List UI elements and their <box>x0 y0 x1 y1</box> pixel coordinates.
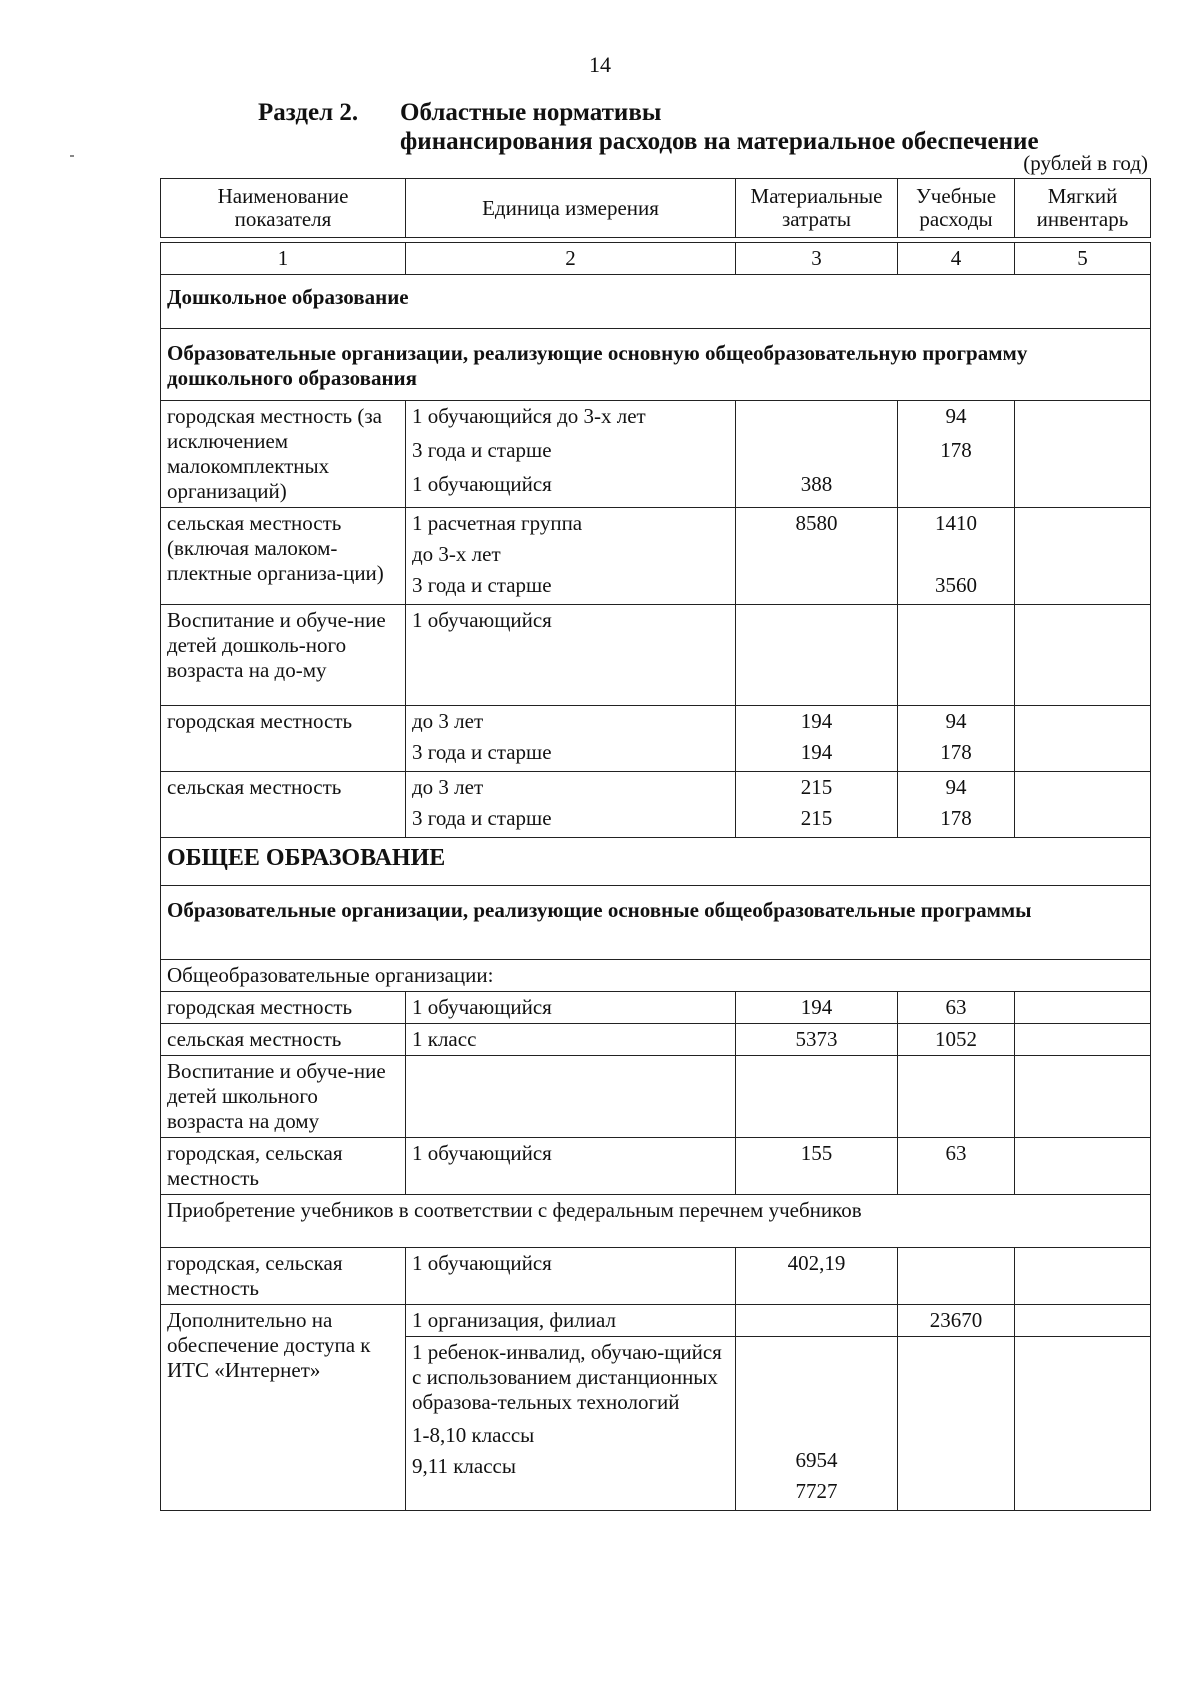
table-row <box>161 1056 1151 1138</box>
row-name: сельская местность <box>161 1024 406 1056</box>
header-name: Наименование показателя <box>161 179 406 238</box>
row-material: 8580 <box>736 508 898 605</box>
row-material <box>736 605 898 706</box>
row-units <box>406 706 736 772</box>
value-line <box>904 472 1008 506</box>
value-line: 178 <box>940 740 972 764</box>
row-edu: 1052 <box>898 1024 1015 1056</box>
row-inventory <box>1015 992 1151 1024</box>
unit-line: 1 обучающийся <box>412 472 552 496</box>
table-row <box>161 1305 1151 1337</box>
general-orgs-label: Общеобразовательные организации: <box>161 960 1151 992</box>
row-name: городская местность (за исключением малокомплектных организаций) <box>161 401 406 508</box>
row-edu <box>898 1337 1015 1511</box>
section-row <box>161 838 1151 886</box>
row-inventory <box>1015 508 1151 605</box>
row-unit: 1 обучающийся <box>406 1248 736 1305</box>
value-line: 94 <box>945 775 967 799</box>
section-row <box>161 275 1151 329</box>
row-inventory <box>1015 1056 1151 1138</box>
row-name: Дополнительно на обеспечение доступа к ИТС «Интернет» <box>161 1305 406 1511</box>
header-row <box>161 179 1151 238</box>
preschool-subtitle: Образовательные организации, реализующие основную общеобразовательную программу дошкольного образования <box>161 329 1151 401</box>
section-label: Раздел 2. <box>258 99 359 126</box>
value-line: 94 <box>945 709 967 733</box>
unit-line: 3 года и старше <box>412 806 552 830</box>
col-number: 2 <box>406 243 736 275</box>
unit-line: 3 года и старше <box>412 573 552 597</box>
row-units <box>406 508 736 605</box>
value-line: 7727 <box>795 1479 838 1503</box>
row-name: сельская местность <box>161 772 406 838</box>
textbooks-label: Приобретение учебников в соответствии с федеральным перечнем учебников <box>161 1195 1151 1248</box>
row-units <box>406 401 736 508</box>
row-name: Воспитание и обуче-ние детей школьного возраста на дому <box>161 1056 406 1138</box>
row-edu <box>898 706 1015 772</box>
row-material: 155 <box>736 1138 898 1195</box>
value-line: 1410 <box>935 511 977 535</box>
table-row <box>161 772 1151 838</box>
row-inventory <box>1015 772 1151 838</box>
section-row <box>161 960 1151 992</box>
row-inventory <box>1015 1305 1151 1337</box>
row-edu <box>898 401 1015 508</box>
norms-table <box>160 178 1151 1511</box>
section-title-line1: Областные нормативы <box>400 99 662 126</box>
row-edu: 23670 <box>898 1305 1015 1337</box>
row-edu <box>898 1056 1015 1138</box>
header-unit: Единица измерения <box>406 179 736 238</box>
value-line: 6954 <box>795 1448 838 1472</box>
row-edu <box>898 1248 1015 1305</box>
general-subtitle: Образовательные организации, реализующие основные общеобразовательные программы <box>161 886 1151 960</box>
row-unit: 1 организация, филиал <box>406 1305 736 1337</box>
row-material: 402,19 <box>736 1248 898 1305</box>
row-name: Воспитание и обуче-ние детей дошколь-ного возраста на до-му <box>161 605 406 706</box>
table-row <box>161 1138 1151 1195</box>
col-number: 5 <box>1015 243 1151 275</box>
row-inventory <box>1015 1248 1151 1305</box>
table-row <box>161 992 1151 1024</box>
table-row <box>161 706 1151 772</box>
unit-line: 1-8,10 классы <box>412 1423 535 1447</box>
col-number: 4 <box>898 243 1015 275</box>
row-inventory <box>1015 1138 1151 1195</box>
row-inventory <box>1015 706 1151 772</box>
table-row <box>161 1024 1151 1056</box>
table-row <box>161 605 1151 706</box>
header-edu: Учебные расходы <box>898 179 1015 238</box>
spacer <box>742 1340 891 1448</box>
row-edu <box>898 605 1015 706</box>
row-unit: 1 обучающийся <box>406 1138 736 1195</box>
row-edu <box>898 772 1015 838</box>
preschool-title: Дошкольное образование <box>161 275 1151 329</box>
section-row <box>161 1195 1151 1248</box>
value-line: 194 <box>800 709 833 733</box>
row-material: 5373 <box>736 1024 898 1056</box>
units-note: (рублей в год) <box>1023 151 1148 175</box>
row-edu: 63 <box>898 992 1015 1024</box>
section-row <box>161 886 1151 960</box>
section-title-line2: финансирования расходов на материальное обеспечение <box>400 128 1039 155</box>
table-row <box>161 401 1151 508</box>
row-units <box>406 772 736 838</box>
scan-mark <box>70 155 74 157</box>
row-name: сельская местность (включая малоком-плектные организа-ции) <box>161 508 406 605</box>
row-name: городская, сельская местность <box>161 1248 406 1305</box>
row-material <box>736 706 898 772</box>
row-unit: 1 обучающийся <box>406 992 736 1024</box>
unit-line: 3 года и старше <box>412 740 552 764</box>
row-unit: 1 обучающийся <box>406 605 736 706</box>
header-inventory: Мягкий инвентарь <box>1015 179 1151 238</box>
value-line: 178 <box>940 806 972 830</box>
general-title: ОБЩЕЕ ОБРАЗОВАНИЕ <box>161 838 1151 886</box>
value-line: 215 <box>800 775 833 799</box>
row-material <box>736 1056 898 1138</box>
row-inventory <box>1015 401 1151 508</box>
col-number: 3 <box>736 243 898 275</box>
value-line: 215 <box>800 806 833 830</box>
unit-text: 1 ребенок-инвалид, обучаю-щийся с использованием дистанционных образова-тельных технологий <box>412 1340 722 1414</box>
row-unit <box>406 1056 736 1138</box>
value-line: 388 <box>800 472 833 496</box>
table-row <box>161 1248 1151 1305</box>
value-line: 194 <box>800 740 833 764</box>
row-material: 194 <box>736 992 898 1024</box>
row-unit: 1 класс <box>406 1024 736 1056</box>
row-name: городская местность <box>161 992 406 1024</box>
row-inventory <box>1015 1337 1151 1511</box>
unit-line: 9,11 классы <box>412 1454 516 1478</box>
unit-line: до 3 лет <box>412 775 484 799</box>
value-line: 3560 <box>935 573 977 597</box>
row-name: городская местность <box>161 706 406 772</box>
row-edu <box>898 508 1015 605</box>
value-line <box>742 438 891 472</box>
row-inventory <box>1015 605 1151 706</box>
unit-line: 1 расчетная группа <box>412 511 583 535</box>
value-line: 178 <box>940 438 972 462</box>
unit-line: 3 года и старше <box>412 438 552 462</box>
row-edu: 63 <box>898 1138 1015 1195</box>
col-number: 1 <box>161 243 406 275</box>
row-material <box>736 1305 898 1337</box>
page-number: 14 <box>589 52 611 77</box>
row-inventory <box>1015 1024 1151 1056</box>
header-material: Материальные затраты <box>736 179 898 238</box>
unit-line: до 3 лет <box>412 709 484 733</box>
row-material <box>736 401 898 508</box>
row-units <box>406 1337 736 1511</box>
row-name: городская, сельская местность <box>161 1138 406 1195</box>
unit-line: до 3-х лет <box>412 542 501 566</box>
unit-line: 1 обучающийся до 3-х лет <box>412 404 646 428</box>
table-row <box>161 508 1151 605</box>
value-line: 94 <box>945 404 967 428</box>
col-number-row <box>161 243 1151 275</box>
section-row <box>161 329 1151 401</box>
value-line <box>742 401 891 438</box>
row-material <box>736 1337 898 1511</box>
row-material <box>736 772 898 838</box>
